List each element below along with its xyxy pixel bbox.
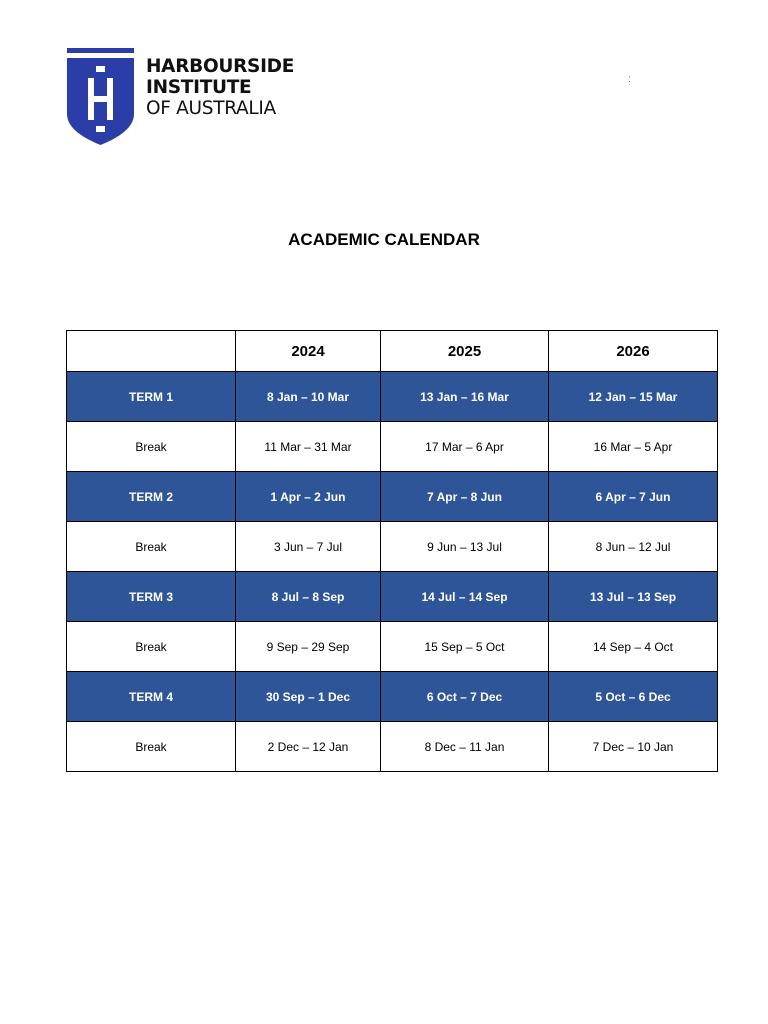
date-range-cell: 11 Mar – 31 Mar bbox=[236, 422, 381, 472]
table-row-term-4 bbox=[67, 672, 718, 722]
date-range-cell: 14 Jul – 14 Sep bbox=[381, 572, 549, 622]
column-header-2025: 2025 bbox=[381, 331, 549, 372]
date-range-cell: 8 Jan – 10 Mar bbox=[236, 372, 381, 422]
date-range-cell: 6 Apr – 7 Jun bbox=[549, 472, 718, 522]
date-range-cell: 9 Jun – 13 Jul bbox=[381, 522, 549, 572]
date-range-cell: 1 Apr – 2 Jun bbox=[236, 472, 381, 522]
date-range-cell: 8 Jul – 8 Sep bbox=[236, 572, 381, 622]
date-range-cell: 3 Jun – 7 Jul bbox=[236, 522, 381, 572]
logo-wordmark bbox=[146, 56, 294, 119]
institute-logo bbox=[66, 48, 295, 146]
date-range-cell: 8 Jun – 12 Jul bbox=[549, 522, 718, 572]
row-label: Break bbox=[67, 622, 236, 672]
date-range-cell: 5 Oct – 6 Dec bbox=[549, 672, 718, 722]
logo-line-1: HARBOURSIDE bbox=[146, 56, 295, 77]
row-label: TERM 1 bbox=[67, 372, 236, 422]
row-label: Break bbox=[67, 522, 236, 572]
shield-logo-icon bbox=[66, 48, 136, 146]
date-range-cell: 2 Dec – 12 Jan bbox=[236, 722, 381, 772]
table-row-break-2 bbox=[67, 522, 718, 572]
date-range-cell: 12 Jan – 15 Mar bbox=[549, 372, 718, 422]
date-range-cell: 16 Mar – 5 Apr bbox=[549, 422, 718, 472]
row-label: Break bbox=[67, 722, 236, 772]
table-row-break-1 bbox=[67, 422, 718, 472]
table-row-break-4 bbox=[67, 722, 718, 772]
date-range-cell: 15 Sep – 5 Oct bbox=[381, 622, 549, 672]
date-range-cell: 30 Sep – 1 Dec bbox=[236, 672, 381, 722]
table-row-term-1 bbox=[67, 372, 718, 422]
row-label: TERM 2 bbox=[67, 472, 236, 522]
date-range-cell: 9 Sep – 29 Sep bbox=[236, 622, 381, 672]
date-range-cell: 7 Dec – 10 Jan bbox=[549, 722, 718, 772]
date-range-cell: 13 Jan – 16 Mar bbox=[381, 372, 549, 422]
row-label: Break bbox=[67, 422, 236, 472]
table-header-row bbox=[67, 331, 718, 372]
date-range-cell: 6 Oct – 7 Dec bbox=[381, 672, 549, 722]
logo-line-2: INSTITUTE bbox=[146, 77, 252, 98]
date-range-cell: 7 Apr – 8 Jun bbox=[381, 472, 549, 522]
column-header-label bbox=[67, 331, 236, 372]
column-header-2026: 2026 bbox=[549, 331, 718, 372]
table-row-term-2 bbox=[67, 472, 718, 522]
row-label: TERM 4 bbox=[67, 672, 236, 722]
table-row-term-3 bbox=[67, 572, 718, 622]
table-row-break-3 bbox=[67, 622, 718, 672]
corner-mark: : bbox=[628, 74, 631, 85]
date-range-cell: 17 Mar – 6 Apr bbox=[381, 422, 549, 472]
row-label: TERM 3 bbox=[67, 572, 236, 622]
date-range-cell: 13 Jul – 13 Sep bbox=[549, 572, 718, 622]
column-header-2024: 2024 bbox=[236, 331, 381, 372]
page-title: ACADEMIC CALENDAR bbox=[288, 230, 480, 249]
date-range-cell: 14 Sep – 4 Oct bbox=[549, 622, 718, 672]
date-range-cell: 8 Dec – 11 Jan bbox=[381, 722, 549, 772]
academic-calendar-table bbox=[66, 330, 718, 772]
logo-line-3: OF AUSTRALIA bbox=[146, 98, 276, 119]
